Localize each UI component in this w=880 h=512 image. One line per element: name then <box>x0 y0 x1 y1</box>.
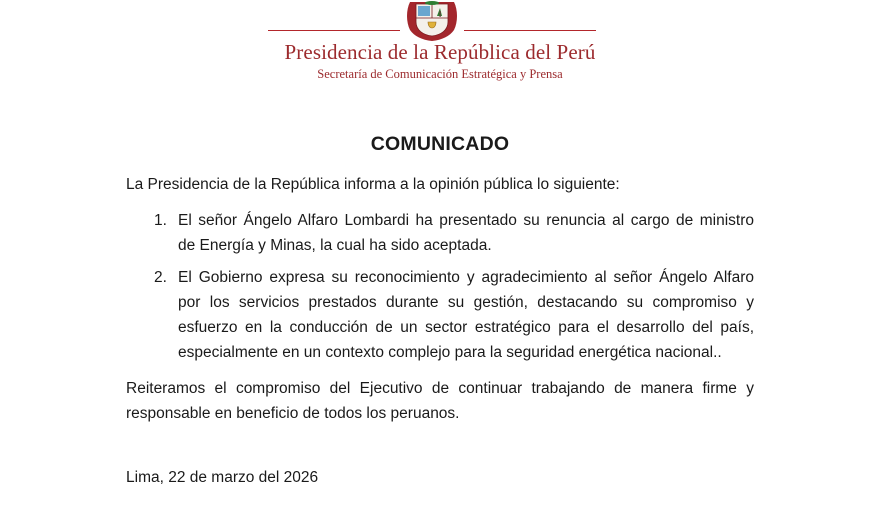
list-item-line: esfuerzo en la conducción de un sector estratégico para el desarrollo del país, <box>178 319 754 336</box>
letterhead <box>0 0 880 90</box>
list-item-line: El señor Ángelo Alfaro Lombardi ha presentado su renuncia al cargo de ministro <box>178 212 754 229</box>
closing-line: Reiteramos el compromiso del Ejecutivo de continuar trabajando de manera firme y <box>126 380 754 397</box>
list-item-line: El Gobierno expresa su reconocimiento y agradecimiento al señor Ángelo Alfaro <box>178 269 754 286</box>
letterhead-rule-right <box>464 30 596 31</box>
list-item-line: especialmente en un contexto complejo para la seguridad energética nacional.. <box>178 344 722 361</box>
letterhead-rule-left <box>268 30 400 31</box>
closing-paragraph <box>126 376 754 426</box>
list-item-number: 2. <box>154 269 167 286</box>
institution-name: Presidencia de la República del Perú <box>284 40 596 64</box>
institution-subtitle: Secretaría de Comunicación Estratégica y Prensa <box>317 67 563 81</box>
document-title: COMUNICADO <box>370 133 510 155</box>
list-item <box>154 265 754 365</box>
intro-paragraph: La Presidencia de la República informa a la opinión pública lo siguiente: <box>126 176 620 193</box>
list-item <box>154 208 754 258</box>
closing-line: responsable en beneficio de todos los peruanos. <box>126 405 460 422</box>
list-item-line: por los servicios prestados durante su gestión, destacando su compromiso y <box>178 294 754 311</box>
peru-coat-of-arms-icon <box>404 0 460 42</box>
document-date: Lima, 22 de marzo del 2026 <box>126 469 319 486</box>
list-item-line: de Energía y Minas, la cual ha sido aceptada. <box>178 237 492 254</box>
list-item-number: 1. <box>154 212 167 229</box>
